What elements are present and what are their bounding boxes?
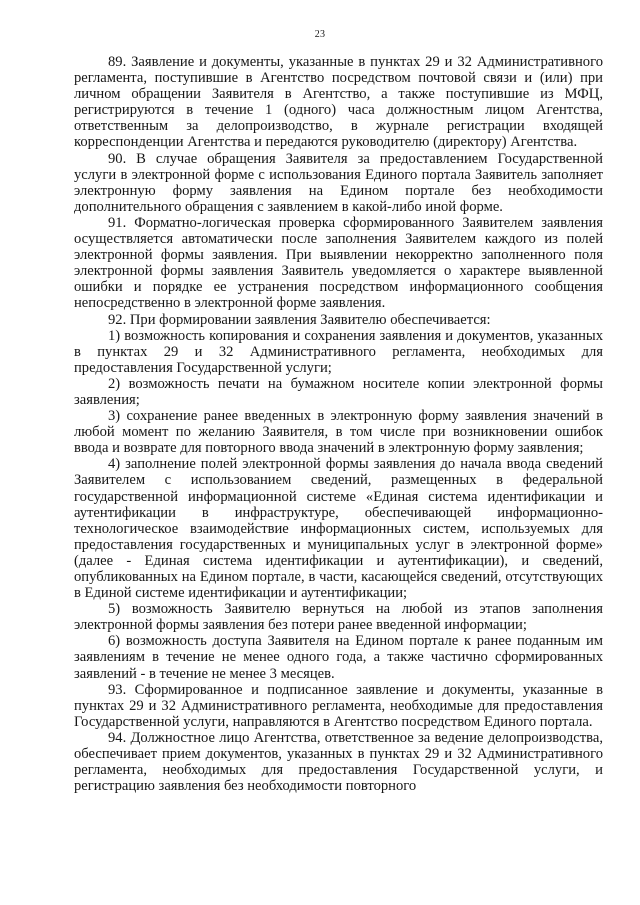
paragraph-89: 89. Заявление и документы, указанные в пунктах 29 и 32 Административного регламента, поступившие в Агентство посредством почтовой связи и (или) при личном обращении Заявителя в Агентство, а также поступившие из МФЦ, регистрируются в течение 1 (одного) часа должностным лицом Агентства, ответственным за делопроизводство, в журнале регистрации входящей корреспонденции Агентства и передаются руководителю (директору) Агентства.	[74, 54, 603, 151]
paragraph-91: 91. Форматно-логическая проверка сформированного Заявителем заявления осуществляется автоматически после заполнения Заявителем каждого из полей электронной формы заявления. При выявлении некорректно заполненного поля электронной формы заявления Заявитель уведомляется о характере выявленной ошибки и порядке ее устранения посредством информационного сообщения непосредственно в электронной форме заявления.	[74, 214, 603, 312]
page-number: 23	[314, 29, 326, 40]
list-item-3: 3) сохранение ранее введенных в электронную форму заявления значений в любой момент по желанию Заявителя, в том числе при возникновении ошибок ввода и возврате для повторного ввода значений в электронную форму заявления;	[74, 408, 603, 457]
list-item-1: 1) возможность копирования и сохранения заявления и документов, указанных в пунктах 29 и 32 Административного регламента, необходимых для предоставления Государственной услуги;	[74, 327, 603, 376]
list-item-6: 6) возможность доступа Заявителя на Едином портале к ранее поданным им заявлениям в течение не менее одного года, а также частично сформированных заявлений - в течение не менее 3 месяцев.	[74, 633, 603, 682]
paragraph-94: 94. Должностное лицо Агентства, ответственное за ведение делопроизводства, обеспечивает прием документов, указанных в пунктах 29 и 32 Административного регламента, необходимых для предоставления Государственной услуги, и регистрацию заявления без необходимости повторного	[74, 729, 603, 795]
paragraph-90: 90. В случае обращения Заявителя за предоставлением Государственной услуги в электронной форме с использования Единого портала Заявитель заполняет электронную форму заявления на Едином портале без необходимости дополнительного обращения с заявлением в какой-либо иной форме.	[74, 150, 603, 215]
paragraph-92: 92. При формировании заявления Заявителю обеспечивается:	[108, 311, 491, 328]
list-item-4: 4) заполнение полей электронной формы заявления до начала ввода сведений Заявителем с использованием сведений, размещенных в федеральной государственной информационной системе «Единая система идентификации и аутентификации в инфраструктуре, обеспечивающей информационно-технологическое взаимодействие информационных систем, используемых для предоставления государственных и муниципальных услуг в электронной форме» (далее - Единая система идентификации и аутентификации), и сведений, опубликованных на Едином портале, в части, касающейся сведений, отсутствующих в Единой системе идентификации и аутентификации;	[74, 456, 603, 602]
list-item-5: 5) возможность Заявителю вернуться на любой из этапов заполнения электронной формы заявления без потери ранее введенной информации;	[74, 601, 603, 634]
paragraph-93: 93. Сформированное и подписанное заявление и документы, указанные в пунктах 29 и 32 Административного регламента, необходимые для предоставления Государственной услуги, направляются в Агентство посредством Единого портала.	[74, 681, 603, 730]
list-item-2: 2) возможность печати на бумажном носителе копии электронной формы заявления;	[74, 375, 603, 408]
document-body	[74, 54, 603, 794]
